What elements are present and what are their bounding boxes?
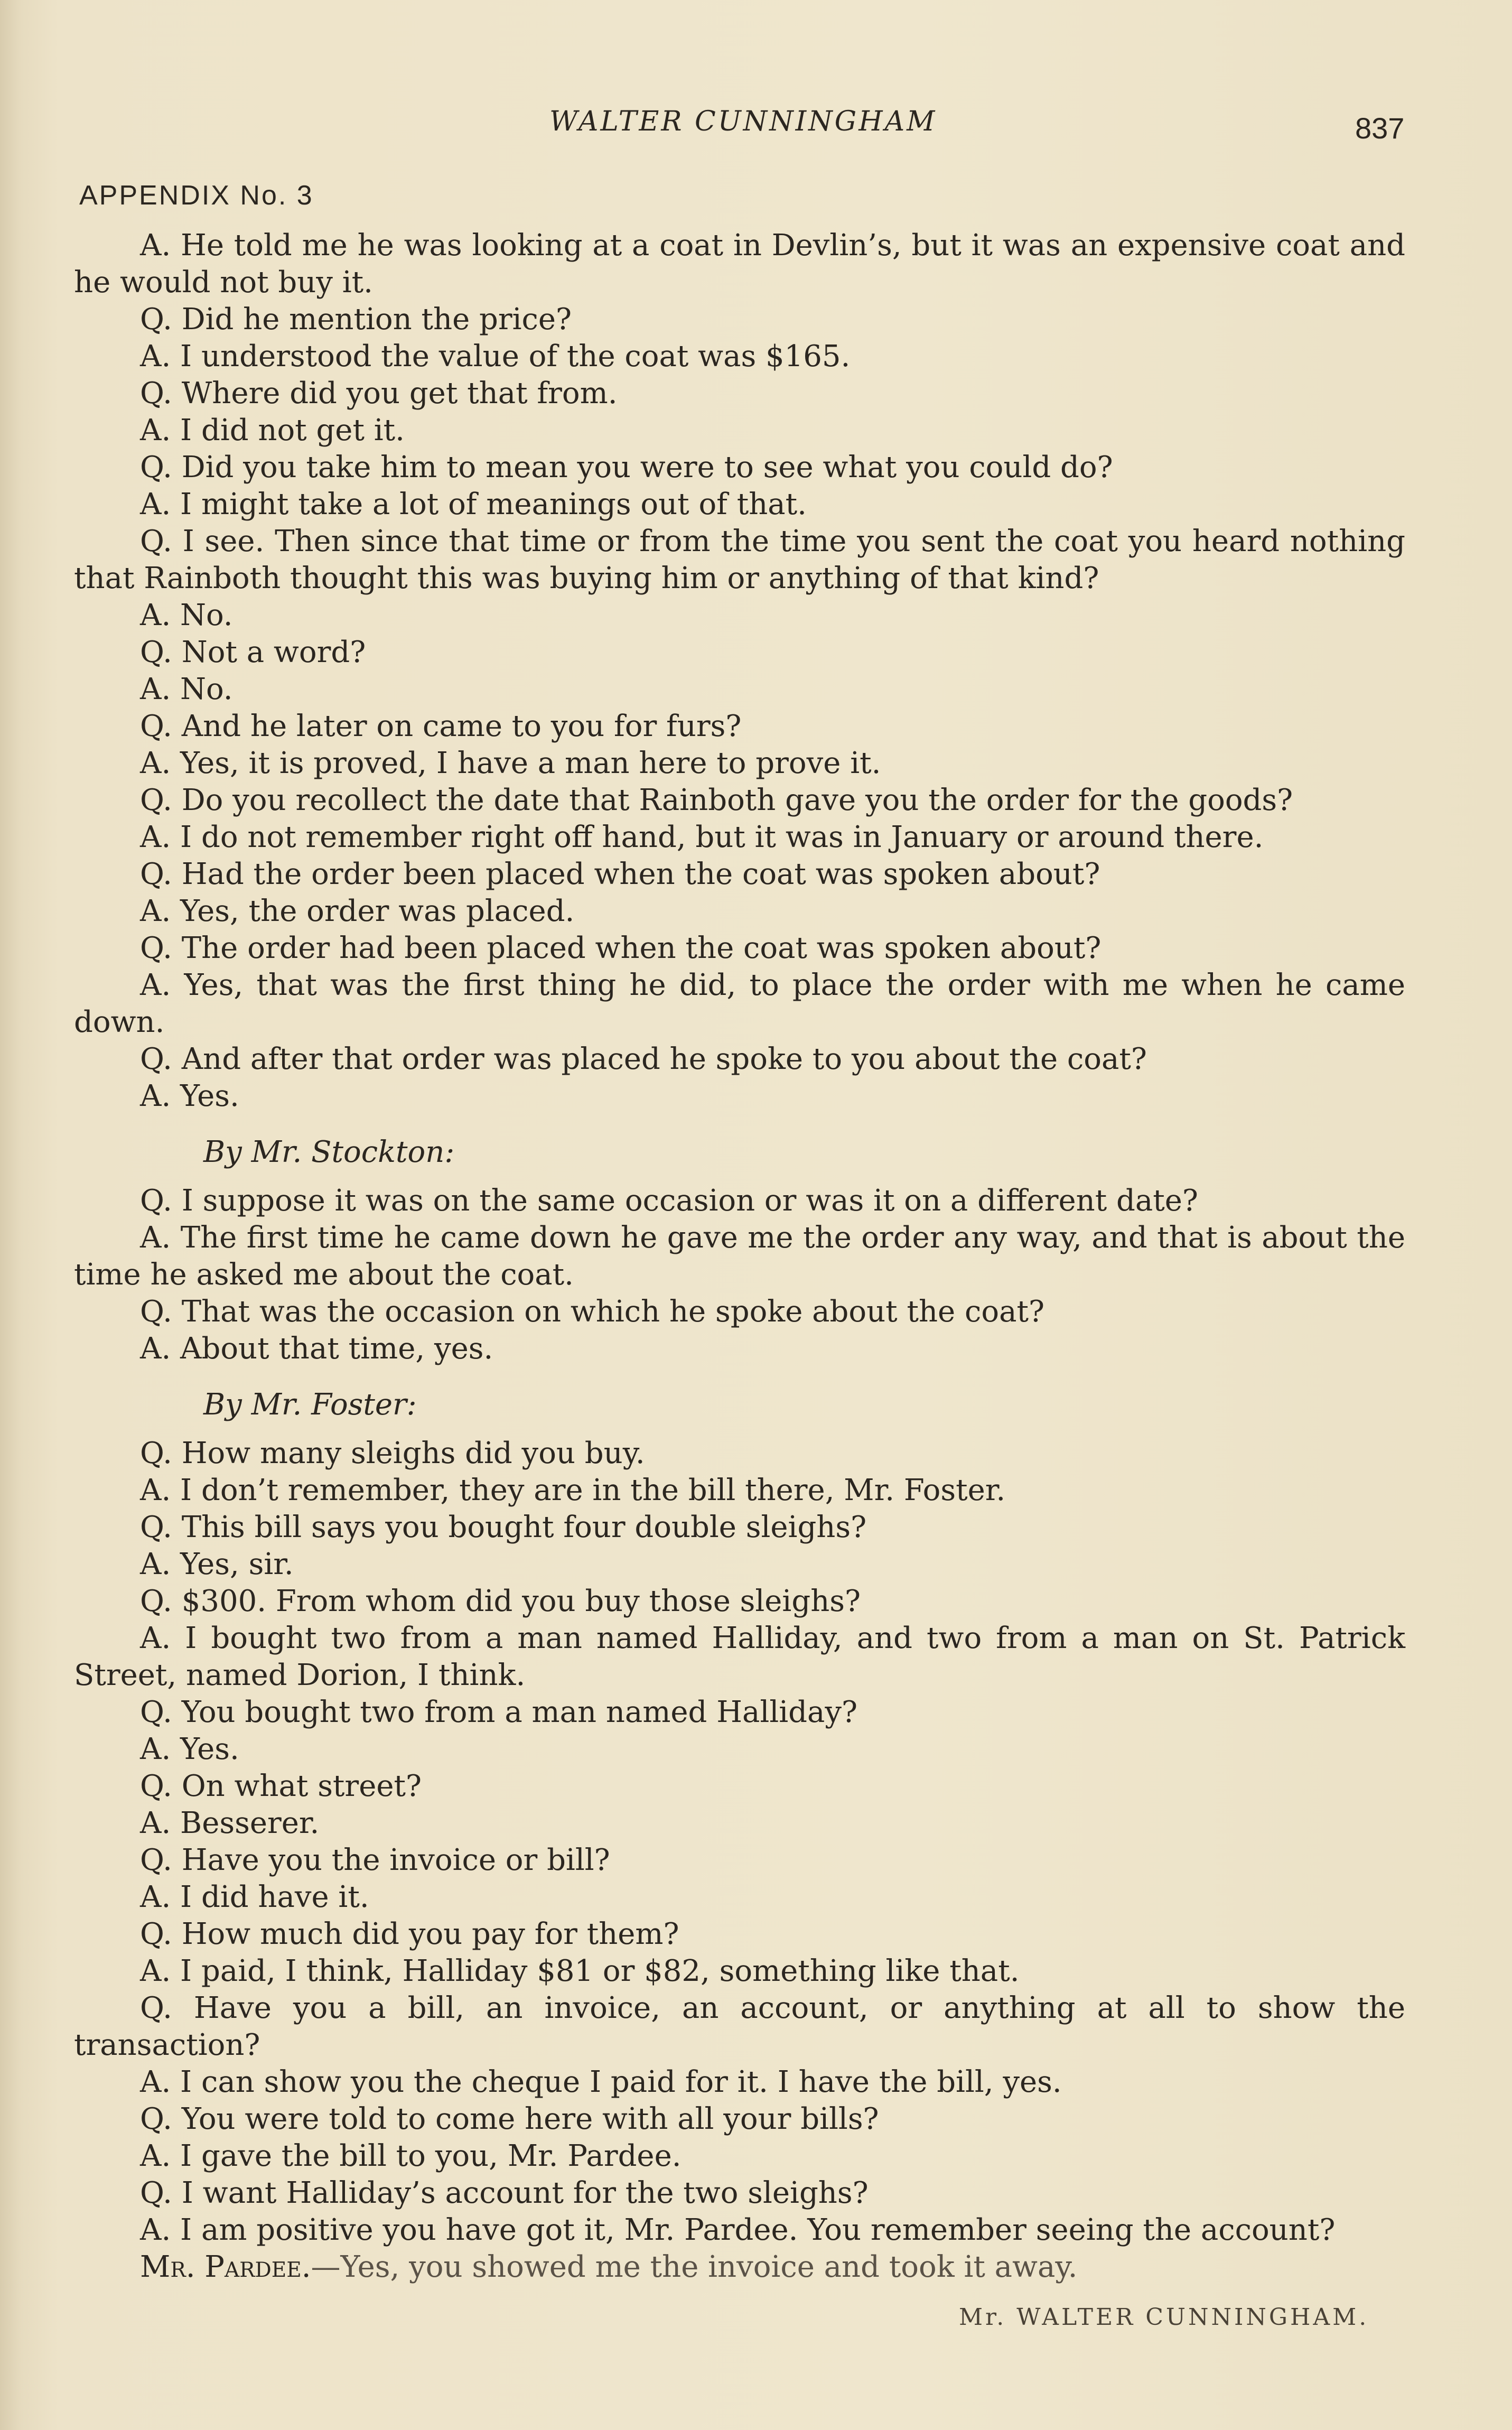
transcript-line: A. About that time, yes. <box>140 1332 493 1366</box>
transcript-line: A. I do not remember right off hand, but it was in January or around there. <box>140 820 1264 854</box>
testimony-block-2 <box>74 1183 1405 1367</box>
transcript-line: Q. $300. From whom did you buy those sleighs? <box>140 1584 861 1618</box>
transcript-line: Q. Did you take him to mean you were to see what you could do? <box>140 450 1113 485</box>
transcript-line: A. Besserer. <box>140 1806 320 1840</box>
transcript-line: A. I can show you the cheque I paid for it. I have the bill, yes. <box>140 2065 1062 2099</box>
transcript-line: Q. Do you recollect the date that Rainboth gave you the order for the goods? <box>140 783 1293 817</box>
transcript-line: A. Yes, it is proved, I have a man here to prove it. <box>140 746 881 780</box>
transcript-line: A. I don’t remember, they are in the bill there, Mr. Foster. <box>140 1473 1006 1507</box>
pardee-line <box>74 2249 1405 2286</box>
page-number: 837 <box>1355 111 1405 145</box>
transcript-line: Q. How much did you pay for them? <box>140 1917 679 1951</box>
transcript-line: Q. You bought two from a man named Halliday? <box>140 1695 858 1729</box>
transcript-line: A. I paid, I think, Halliday $81 or $82, something like that. <box>140 1954 1020 1988</box>
transcript-line: Q. How many sleighs did you buy. <box>140 1436 645 1470</box>
pardee-speaker-name: Mr. Pardee. <box>140 2250 311 2284</box>
transcript-line: Q. Had the order been placed when the coat was spoken about? <box>140 857 1100 891</box>
transcript-line: A. I am positive you have got it, Mr. Pardee. You remember seeing the account? <box>140 2213 1336 2247</box>
running-head: WALTER CUNNINGHAM <box>549 106 937 137</box>
transcript-line: Q. Not a word? <box>140 635 366 669</box>
transcript-line: A. No. <box>140 598 233 632</box>
testimony-block-1 <box>74 227 1405 1115</box>
transcript-line: A. I bought two from a man named Halliday, and two from a man on St. Patrick Street, named Dorion, I think. <box>74 1621 1405 1692</box>
pardee-text: —Yes, you showed me the invoice and took it away. <box>311 2250 1078 2284</box>
witness-signature-line: Mr. WALTER CUNNINGHAM. <box>959 2304 1369 2331</box>
transcript-line: A. He told me he was looking at a coat in Devlin’s, but it was an expensive coat and he would not buy it. <box>74 228 1405 300</box>
transcript-line: A. No. <box>140 672 233 706</box>
transcript-line: A. Yes, sir. <box>140 1547 294 1581</box>
transcript-line: Q. Did he mention the price? <box>140 302 572 337</box>
transcript-line: Q. I see. Then since that time or from the time you sent the coat you heard nothing that Rainboth thought this was buying him or anything of that kind? <box>74 524 1405 595</box>
transcript-body <box>74 227 1405 2286</box>
transcript-line: Q. I want Halliday’s account for the two sleighs? <box>140 2176 869 2210</box>
transcript-line: A. I might take a lot of meanings out of that. <box>140 487 807 522</box>
transcript-line: A. Yes, that was the first thing he did, to place the order with me when he came down. <box>74 968 1405 1039</box>
transcript-line: Q. The order had been placed when the coat was spoken about? <box>140 931 1102 965</box>
speaker-heading-stockton: By Mr. Stockton: <box>203 1135 455 1169</box>
transcript-line: Q. And after that order was placed he spoke to you about the coat? <box>140 1042 1147 1076</box>
transcript-line: A. I did not get it. <box>140 413 405 448</box>
transcript-line: A. The first time he came down he gave me the order any way, and that is about the time he asked me about the coat. <box>74 1221 1405 1292</box>
transcript-line: Q. You were told to come here with all your bills? <box>140 2102 879 2136</box>
transcript-line: Q. Have you a bill, an invoice, an account, or anything at all to show the transaction? <box>74 1991 1405 2062</box>
transcript-line: Q. Have you the invoice or bill? <box>140 1843 610 1877</box>
transcript-line: Q. And he later on came to you for furs? <box>140 709 742 743</box>
transcript-line: A. I did have it. <box>140 1880 369 1914</box>
transcript-line: A. Yes. <box>140 1732 239 1766</box>
transcript-line: Q. Where did you get that from. <box>140 376 618 411</box>
transcript-line: Q. On what street? <box>140 1769 422 1803</box>
speaker-heading-foster: By Mr. Foster: <box>203 1388 417 1422</box>
testimony-block-3 <box>74 1435 1405 2286</box>
transcript-line: Q. I suppose it was on the same occasion or was it on a different date? <box>140 1184 1198 1218</box>
transcript-line: Q. This bill says you bought four double sleighs? <box>140 1510 867 1544</box>
transcript-line: A. Yes, the order was placed. <box>140 894 575 928</box>
transcript-line: A. I gave the bill to you, Mr. Pardee. <box>140 2139 682 2173</box>
section-title: APPENDIX No. 3 <box>79 180 314 211</box>
transcript-line: A. I understood the value of the coat was $165. <box>140 339 851 374</box>
transcript-line: A. Yes. <box>140 1079 239 1113</box>
transcript-line: Q. That was the occasion on which he spoke about the coat? <box>140 1295 1044 1329</box>
